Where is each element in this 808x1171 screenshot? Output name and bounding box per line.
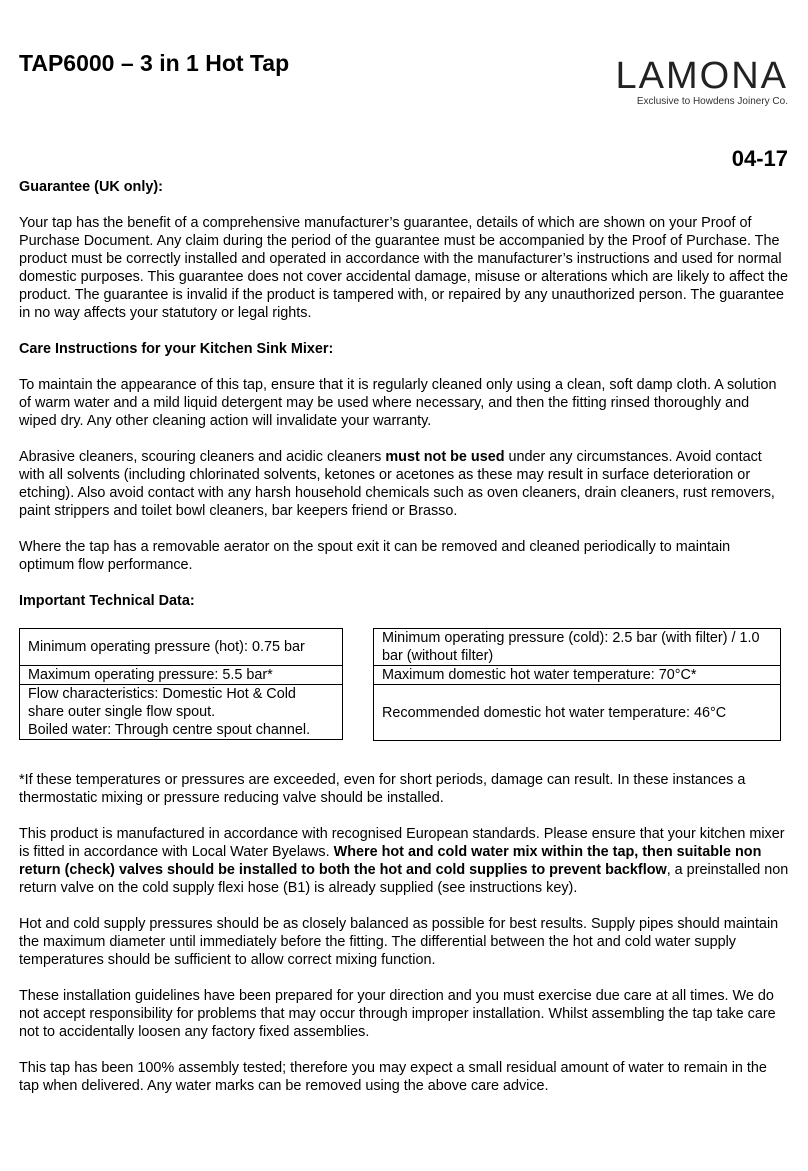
technical-cell: Minimum operating pressure (cold): 2.5 bar (with filter) / 1.0 bar (without filter): [374, 629, 781, 666]
technical-table-right: [373, 628, 781, 741]
backflow-warning: Where hot and cold water mix within the tap, then suitable non return (check) valves should be installed to both the hot and cold supplies to prevent backflow: [19, 844, 762, 878]
document-body: [19, 178, 789, 1113]
care-paragraph-2: [19, 448, 789, 520]
notes-paragraph-3: Hot and cold supply pressures should be as closely balanced as possible for best results. Supply pipes should maintain the maximum diameter until immediately before the fitting. The differential between the hot and cold water supply temperatures should be sufficient to allow correct mixing function.: [19, 916, 779, 968]
technical-data-tables: [19, 628, 789, 753]
document-title: TAP6000 – 3 in 1 Hot Tap: [19, 50, 290, 76]
technical-cell: Minimum operating pressure (hot): 0.75 bar: [20, 629, 343, 666]
notes-paragraph-2-start: This product is manufactured in accordance with recognised European standards. Please ensure that your kitchen mixer is fitted in accordance with Local Water Byelaws.: [19, 826, 785, 860]
notes-paragraph-4: These installation guidelines have been prepared for your direction and you must exercise due care at all times. We do not accept responsibility for problems that may occur through improper installation. Whilst assembling the tap take care not to accidentally loosen any factory fixed assemblies.: [19, 988, 776, 1040]
care-warning: must not be used: [385, 449, 505, 465]
care-heading: Care Instructions for your Kitchen Sink Mixer:: [19, 341, 334, 357]
technical-heading: Important Technical Data:: [19, 593, 195, 609]
technical-cell: Recommended domestic hot water temperature: 46°C: [374, 685, 781, 741]
technical-table-left: [19, 628, 343, 740]
guarantee-heading: Guarantee (UK only):: [19, 179, 163, 195]
logo-tagline: Exclusive to Howdens Joinery Co.: [636, 96, 788, 107]
care-paragraph-1: To maintain the appearance of this tap, ensure that it is regularly cleaned only using a clean, soft damp cloth. A solution of warm water and a mild liquid detergent may be used where necessary, and then the fitting rinsed thoroughly and wiped dry. Any other cleaning action will invalidate your warranty.: [19, 377, 777, 429]
technical-cell: Flow characteristics: Domestic Hot & Cold share outer single flow spout. Boiled water: Through centre spout channel.: [20, 685, 343, 740]
technical-cell: Maximum domestic hot water temperature: 70°C*: [374, 666, 781, 685]
guarantee-text: Your tap has the benefit of a comprehensive manufacturer’s guarantee, details of which are shown on your Proof of Purchase Document. Any claim during the period of the guarantee must be accompanied by the Proof of Purchase. The product must be correctly installed and operated in accordance with the manufacturer’s instructions and used for normal domestic purposes. This guarantee does not cover accidental damage, misuse or alterations which are likely to affect the product. The guarantee is invalid if the product is tampered with, or repaired by any unauthorized person. The guarantee in no way affects your statutory or legal rights.: [19, 215, 788, 321]
notes-paragraph-2: [19, 825, 789, 897]
technical-cell: Maximum operating pressure: 5.5 bar*: [20, 666, 343, 685]
brand-logo: [615, 55, 788, 107]
care-paragraph-2-end: under any circumstances. Avoid contact with all solvents (including chlorinated solvents, ketones or acetones as these may result in surface deterioration or etching). Also avoid contact with any harsh household chemicals such as oven cleaners, drain cleaners, rust removers, paint strippers and toilet bowl cleaners, bar keepers friend or Brasso.: [19, 449, 775, 519]
care-paragraph-3: Where the tap has a removable aerator on the spout exit it can be removed and cleaned periodically to maintain optimum flow performance.: [19, 539, 731, 573]
document-number: 04-17: [731, 146, 788, 171]
care-paragraph-2-start: Abrasive cleaners, scouring cleaners and acidic cleaners: [19, 449, 386, 465]
notes-paragraph-5: This tap has been 100% assembly tested; therefore you may expect a small residual amount of water to remain in the tap when delivered. Any water marks can be removed using the above care advice.: [19, 1060, 767, 1094]
notes-paragraph-1: *If these temperatures or pressures are exceeded, even for short periods, damage can result. In these instances a thermostatic mixing or pressure reducing valve should be installed.: [19, 772, 746, 806]
notes-paragraph-2-end: , a preinstalled non return valve on the cold supply flexi hose (B1) is already supplied (see instructions key).: [19, 862, 789, 896]
logo-wordmark: LAMONA: [615, 55, 788, 97]
